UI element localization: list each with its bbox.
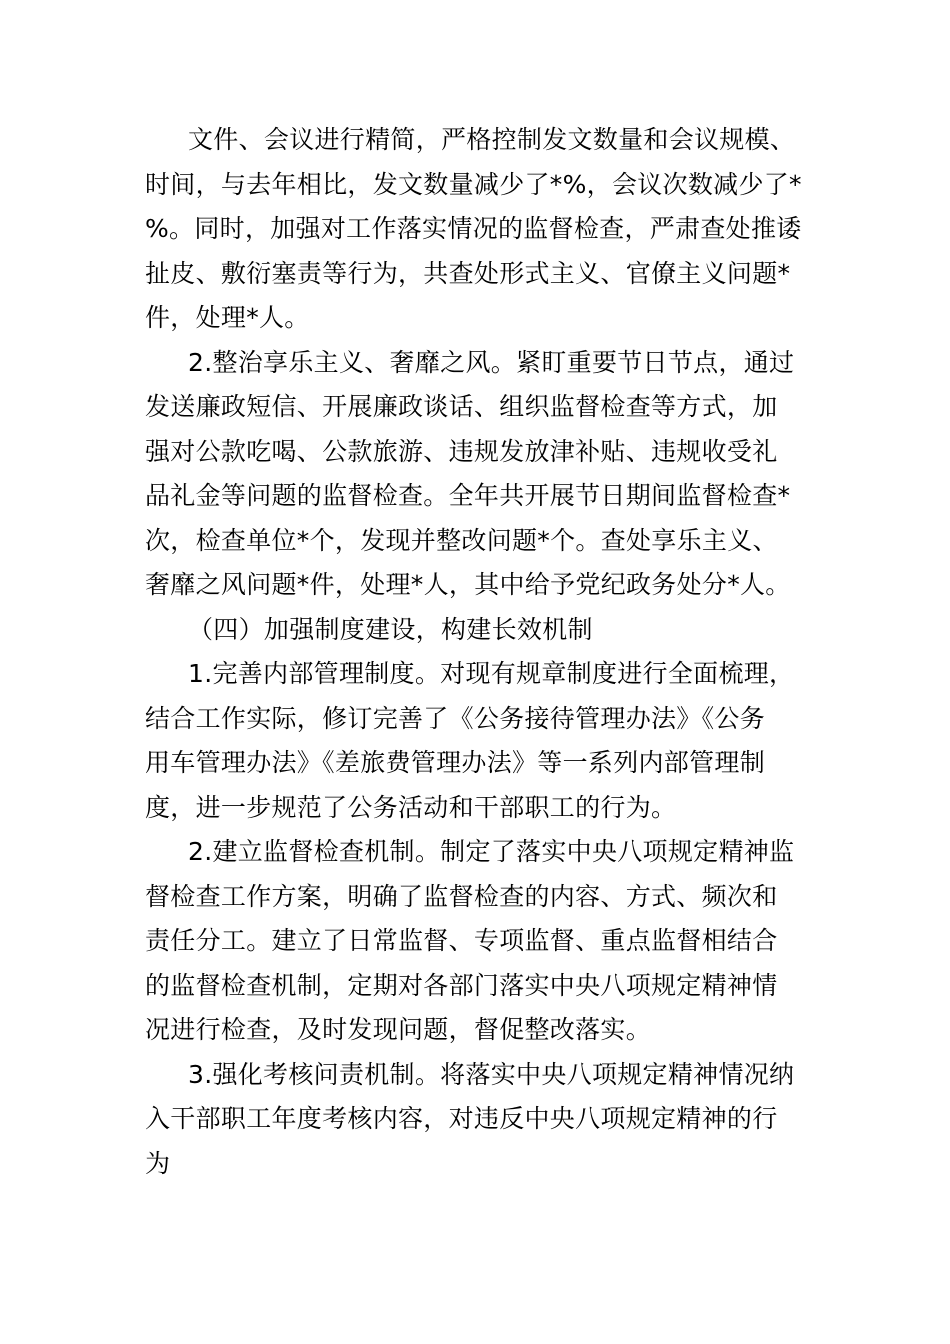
text-line: 责任分工。建立了日常监督、专项监督、重点监督相结合 bbox=[145, 926, 778, 955]
section-heading: （四）加强制度建设，构建长效机制 bbox=[188, 615, 593, 644]
paragraph-start-line: 2.整治享乐主义、奢靡之风。紧盯重要节日节点，通过 bbox=[188, 348, 795, 377]
text-line: 入干部职工年度考核内容，对违反中央八项规定精神的行 bbox=[145, 1104, 778, 1133]
text-line: 发送廉政短信、开展廉政谈话、组织监督检查等方式，加 bbox=[145, 392, 778, 421]
paragraph-start-line: 2.建立监督检查机制。制定了落实中央八项规定精神监 bbox=[188, 837, 795, 866]
text-line: 况进行检查，及时发现问题，督促整改落实。 bbox=[145, 1015, 652, 1044]
text-line: %。同时，加强对工作落实情况的监督检查，严肃查处推诿 bbox=[145, 214, 802, 243]
paragraph-start-line: 1.完善内部管理制度。对现有规章制度进行全面梳理， bbox=[188, 659, 795, 688]
text-line: 品礼金等问题的监督检查。全年共开展节日期间监督检查* bbox=[145, 481, 791, 510]
paragraph-start-line: 3.强化考核问责机制。将落实中央八项规定精神情况纳 bbox=[188, 1060, 795, 1089]
text-line: 件，处理*人。 bbox=[145, 303, 310, 332]
text-line: 督检查工作方案，明确了监督检查的内容、方式、频次和 bbox=[145, 882, 778, 911]
text-line: 的监督检查机制，定期对各部门落实中央八项规定精神情 bbox=[145, 971, 778, 1000]
text-line: 次，检查单位*个，发现并整改问题*个。查处享乐主义、 bbox=[145, 526, 778, 555]
text-line: 时间，与去年相比，发文数量减少了*%，会议次数减少了* bbox=[145, 170, 802, 199]
text-line: 为 bbox=[145, 1149, 171, 1178]
text-line: 文件、会议进行精简，严格控制发文数量和会议规模、 bbox=[188, 125, 796, 154]
text-line: 度，进一步规范了公务活动和干部职工的行为。 bbox=[145, 793, 677, 822]
text-line: 结合工作实际，修订完善了《公务接待管理办法》《公务 bbox=[145, 704, 766, 733]
text-line: 扯皮、敷衍塞责等行为，共查处形式主义、官僚主义问题* bbox=[145, 259, 791, 288]
text-line: 强对公款吃喝、公款旅游、违规发放津补贴、违规收受礼 bbox=[145, 437, 778, 466]
text-line: 奢靡之风问题*件，处理*人，其中给予党纪政务处分*人。 bbox=[145, 570, 791, 599]
text-line: 用车管理办法》《差旅费管理办法》等一系列内部管理制 bbox=[145, 748, 766, 777]
